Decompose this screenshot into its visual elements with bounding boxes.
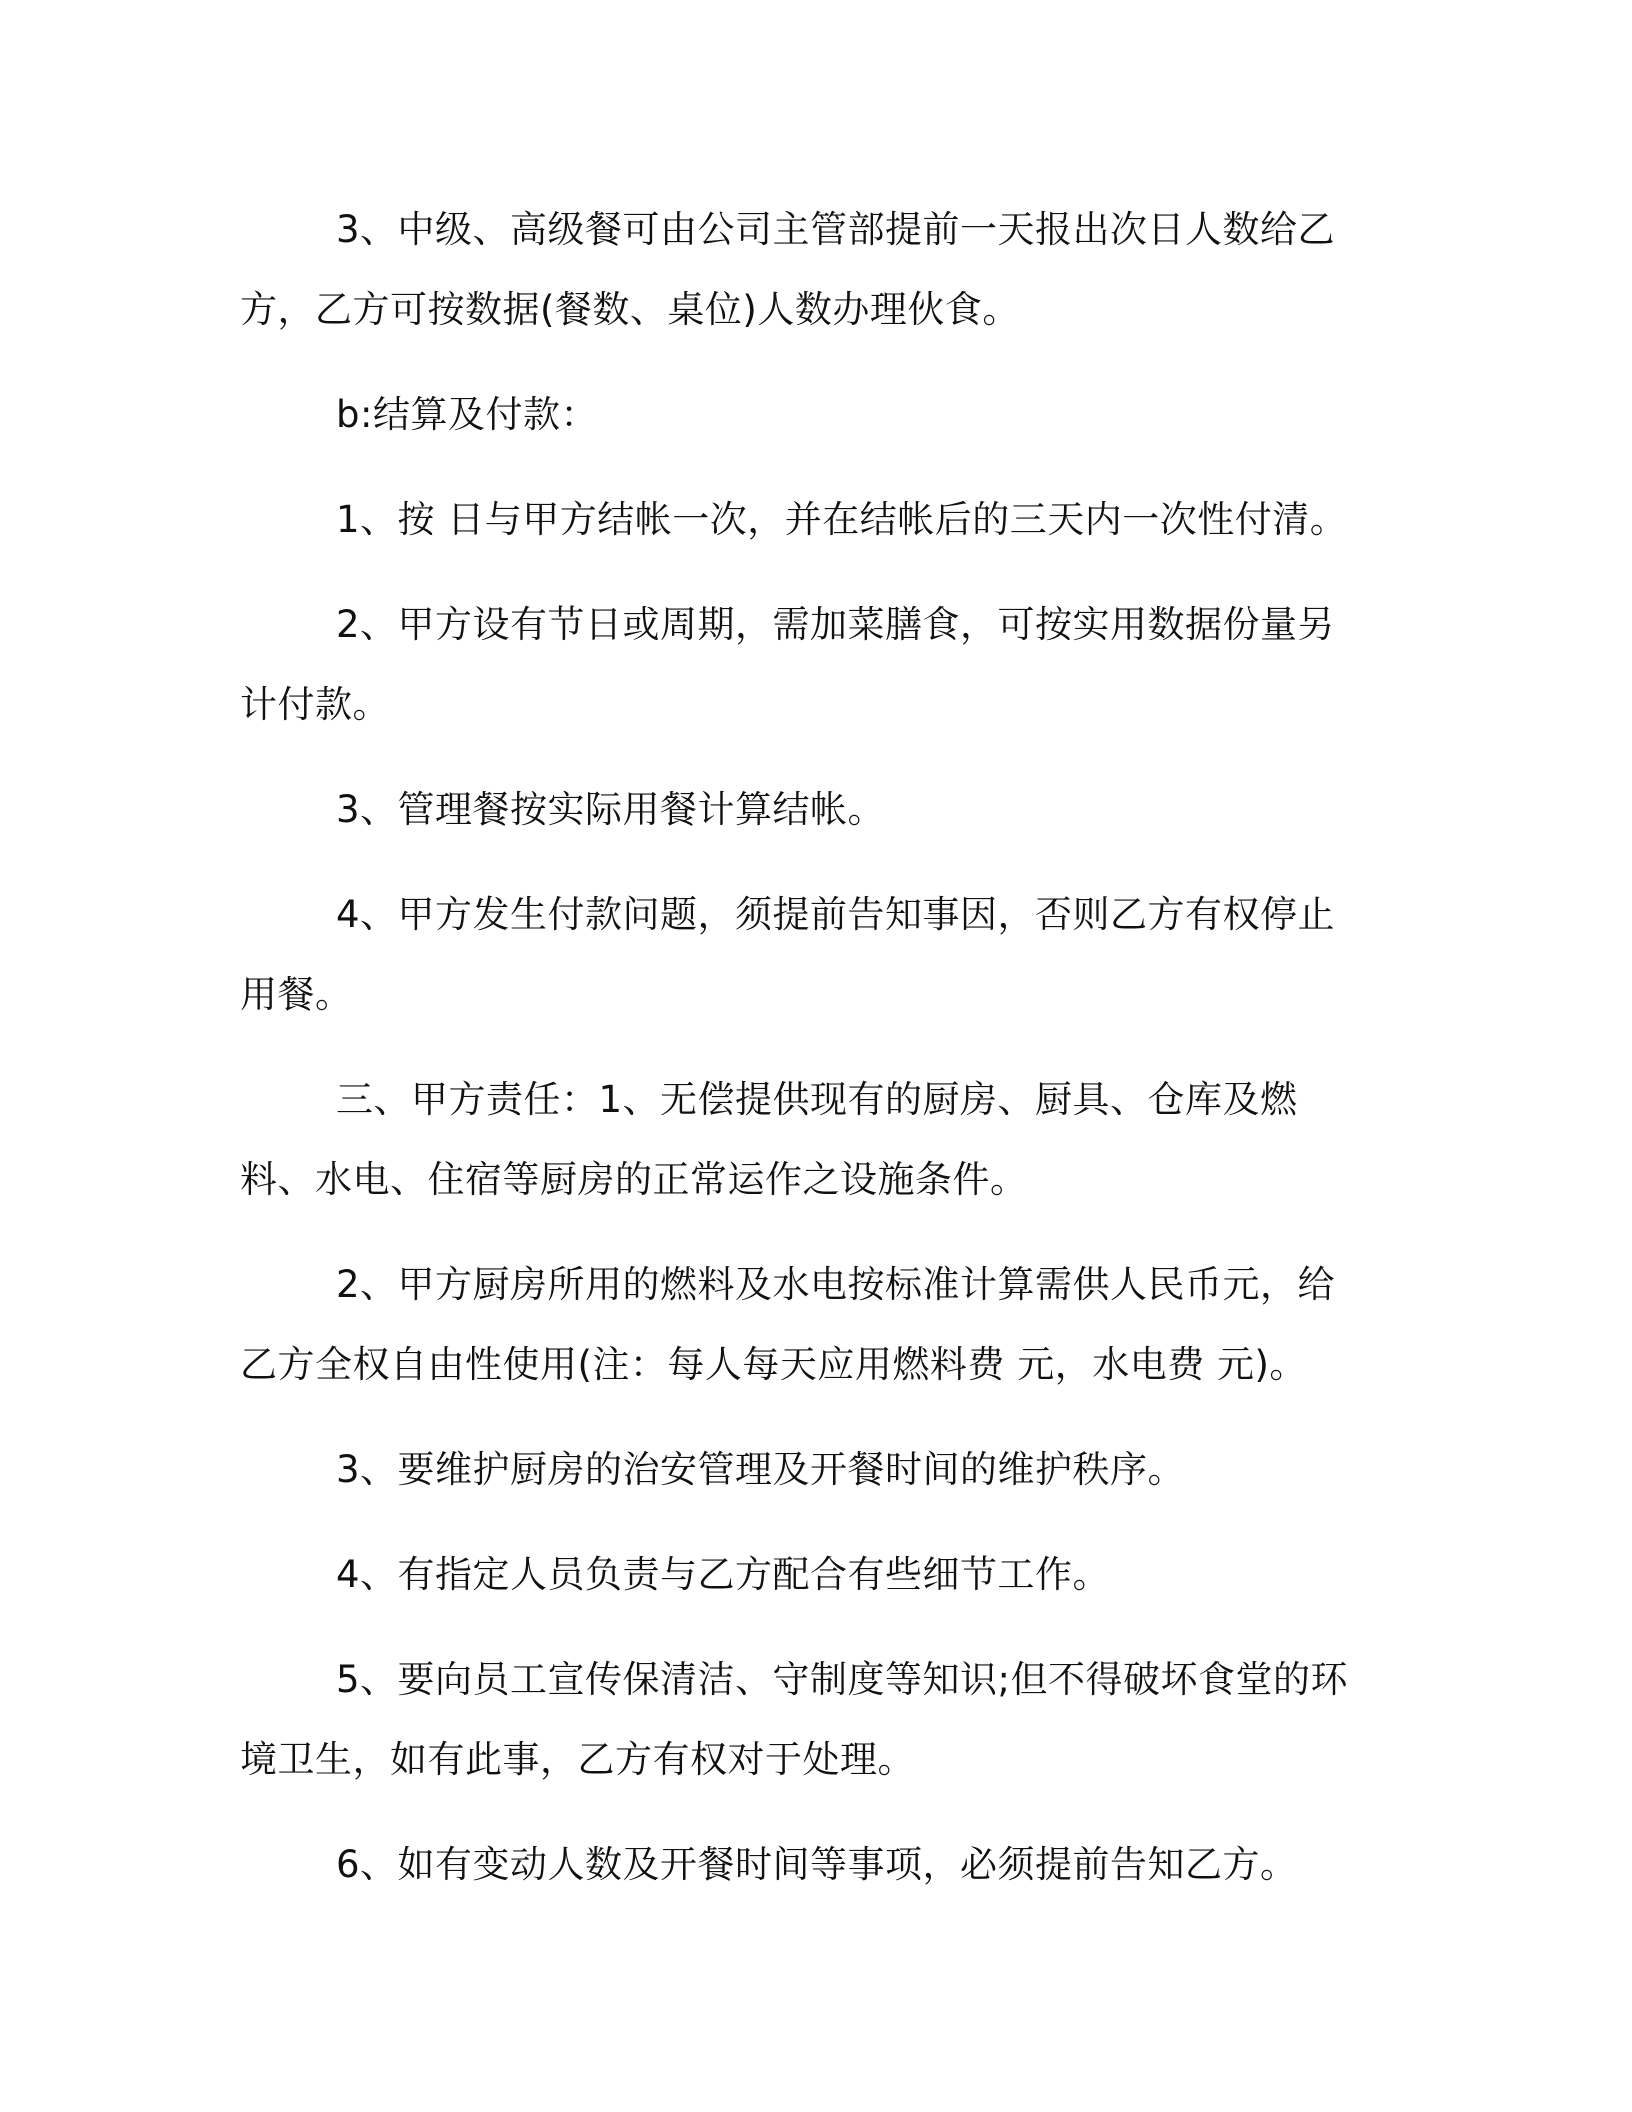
heading-settlement-payment: b:结算及付款： [336,393,598,436]
paragraph-settlement-3: 3、管理餐按实际用餐计算结帐。 [336,788,886,831]
paragraph-settlement-1: 1、按 日与甲方结帐一次，并在结帐后的三天内一次性付清。 [336,498,1348,541]
paragraph-party-a-duty-5: 5、要向员工宣传保清洁、守制度等知识;但不得破坏食堂的环境卫生，如有此事，乙方有权对于处理。 [240,1658,1349,1781]
paragraph-party-a-duty-4: 4、有指定人员负责与乙方配合有些细节工作。 [336,1553,1111,1596]
paragraph-party-a-duty-6: 6、如有变动人数及开餐时间等事项，必须提前告知乙方。 [336,1843,1298,1886]
document-body [240,190,1360,1930]
paragraph-party-a-duty-3: 3、要维护厨房的治安管理及开餐时间的维护秩序。 [336,1448,1186,1491]
paragraph-party-a-duty-2: 2、甲方厨房所用的燃料及水电按标准计算需供人民币元，给乙方全权自由性使用(注：每人每天应用燃料费 元，水电费 元)。 [240,1263,1336,1386]
paragraph-lunch-headcount: 3、中级、高级餐可由公司主管部提前一天报出次日人数给乙方，乙方可按数据(餐数、桌位)人数办理伙食。 [240,208,1336,331]
paragraph-settlement-2: 2、甲方设有节日或周期，需加菜膳食，可按实用数据份量另计付款。 [240,603,1336,726]
paragraph-party-a-duty-1: 三、甲方责任：1、无偿提供现有的厨房、厨具、仓库及燃料、水电、住宿等厨房的正常运作之设施条件。 [240,1078,1298,1201]
paragraph-settlement-4: 4、甲方发生付款问题，须提前告知事因，否则乙方有权停止用餐。 [240,893,1336,1016]
